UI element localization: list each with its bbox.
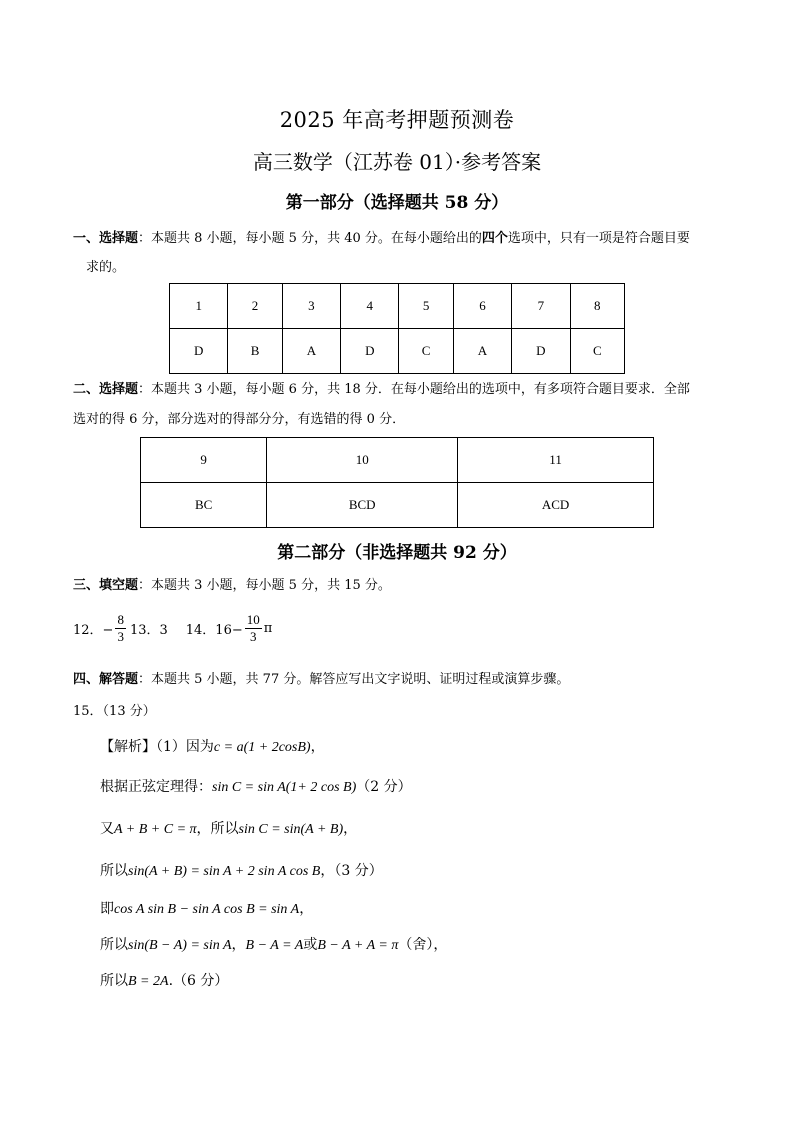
q12-fraction xyxy=(115,612,126,645)
question-number: 3 xyxy=(282,284,340,329)
math-expression: sin C = sin A(1+ 2 cos B) xyxy=(212,780,357,795)
q14-numerator: 10 xyxy=(246,612,260,627)
question-number: 1 xyxy=(170,284,228,329)
answer-cell: B xyxy=(228,329,282,374)
section1-instructions-cont: 求的。 xyxy=(86,260,126,275)
solution-line-7 xyxy=(100,970,228,993)
answer-cell: D xyxy=(341,329,399,374)
solution-tag: 【解析】 xyxy=(100,739,156,755)
answer-cell: C xyxy=(399,329,453,374)
answer-cell: ACD xyxy=(458,483,654,528)
solution-text: （舍）， xyxy=(398,937,448,953)
solution-text: .（6 分） xyxy=(168,973,229,989)
page-subtitle: 高三数学（江苏卷 01）·参考答案 xyxy=(252,150,542,174)
solution-text: 又 xyxy=(100,821,114,837)
answer-cell: C xyxy=(570,329,624,374)
part1-heading: 第一部分（选择题共 58 分） xyxy=(285,193,509,213)
section2-instructions-cont: 选对的得 6 分，部分选对的得部分分，有选错的得 0 分． xyxy=(73,412,406,427)
section4-label: 四、解答题 xyxy=(73,672,139,687)
q14-denominator: 3 xyxy=(250,629,257,644)
solution-text: ，所以 xyxy=(196,821,239,837)
section1-text-a: ：本题共 8 小题，每小题 5 分，共 40 分。在每小题给出的 xyxy=(138,231,482,246)
solution-line-4 xyxy=(100,860,383,883)
answer-cell: D xyxy=(170,329,228,374)
solution-text: （1）因为 xyxy=(156,739,214,755)
table-row xyxy=(170,329,625,374)
question-number: 8 xyxy=(570,284,624,329)
question-number: 9 xyxy=(141,438,267,483)
math-expression: sin(B − A) = sin A xyxy=(128,938,232,953)
question-number: 10 xyxy=(267,438,458,483)
solution-text: 或 xyxy=(303,937,318,953)
solution-line-5 xyxy=(100,898,313,921)
answer-cell: D xyxy=(512,329,570,374)
page-title: 2025 年高考押题预测卷 xyxy=(279,108,515,132)
section1-instructions xyxy=(73,229,733,249)
q15-heading: 15．（13 分） xyxy=(73,704,156,719)
answer-cell: BCD xyxy=(267,483,458,528)
q12-label: 12．− xyxy=(73,623,114,638)
solution-text: 根据正弦定理得： xyxy=(100,779,212,795)
solution-text: ， xyxy=(310,739,325,755)
section2-label: 二、选择题 xyxy=(73,382,139,397)
section1-text-c: 选项中，只有一项是符合题目要 xyxy=(507,231,690,246)
solution-line-3 xyxy=(100,818,357,841)
section1-label: 一、选择题 xyxy=(73,231,139,246)
question-number: 6 xyxy=(453,284,511,329)
math-expression: sin C = sin(A + B) xyxy=(238,822,344,837)
question-number: 11 xyxy=(458,438,654,483)
answer-cell: A xyxy=(453,329,511,374)
section2-instructions xyxy=(73,380,733,400)
math-expression: B = 2A xyxy=(128,974,169,989)
math-expression: B − A + A = π xyxy=(317,938,399,953)
question-number: 7 xyxy=(512,284,570,329)
section1-answer-table xyxy=(169,283,625,374)
math-expression: A + B + C = π xyxy=(114,822,197,837)
question-number: 2 xyxy=(228,284,282,329)
q14-label: 14．16− xyxy=(185,623,243,638)
section4-text: ：本题共 5 小题，共 77 分。解答应写出文字说明、证明过程或演算步骤。 xyxy=(138,672,570,687)
math-expression: c = a(1 + 2cosB) xyxy=(213,740,311,755)
math-expression: cos A sin B − sin A cos B = sin A xyxy=(114,902,300,917)
section2-text-a: ：本题共 3 小题，每小题 6 分，共 18 分．在每小题给出的选项中，有多项符合题目要求．全部 xyxy=(138,382,690,397)
solution-text: ， xyxy=(343,821,358,837)
solution-text: ，（3 分） xyxy=(320,863,383,879)
fill-in-answers xyxy=(73,612,272,645)
q12-numerator: 8 xyxy=(117,612,124,627)
table-row xyxy=(141,438,654,483)
part2-heading: 第二部分（非选择题共 92 分） xyxy=(277,543,517,563)
solution-line-1 xyxy=(100,736,325,759)
math-expression: B − A = A xyxy=(245,938,304,953)
section3-label: 三、填空题 xyxy=(73,578,139,593)
table-row xyxy=(170,284,625,329)
question-number: 5 xyxy=(399,284,453,329)
solution-line-6 xyxy=(100,934,447,957)
section2-answer-table xyxy=(140,437,654,528)
answer-cell: BC xyxy=(141,483,267,528)
math-expression: sin(A + B) = sin A + 2 sin A cos B xyxy=(128,864,321,879)
solution-line-2 xyxy=(100,776,412,799)
solution-text: 所以 xyxy=(100,863,128,879)
q14-pi: π xyxy=(263,621,273,636)
solution-text: ， xyxy=(299,901,314,917)
section3-text: ：本题共 3 小题，每小题 5 分，共 15 分。 xyxy=(138,578,391,593)
solution-text: ， xyxy=(231,937,246,953)
table-row xyxy=(141,483,654,528)
answer-cell: A xyxy=(282,329,340,374)
solution-text: 所以 xyxy=(100,973,128,989)
q12-denominator: 3 xyxy=(117,629,124,644)
q13-answer: 13．3 xyxy=(129,623,168,638)
section1-text-b: 四个 xyxy=(481,231,508,246)
solution-text: （2 分） xyxy=(356,779,412,795)
section3-instructions xyxy=(73,576,391,596)
solution-text: 即 xyxy=(100,901,114,917)
solution-text: 所以 xyxy=(100,937,128,953)
question-number: 4 xyxy=(341,284,399,329)
section4-instructions xyxy=(73,670,569,690)
q14-fraction xyxy=(245,612,262,645)
